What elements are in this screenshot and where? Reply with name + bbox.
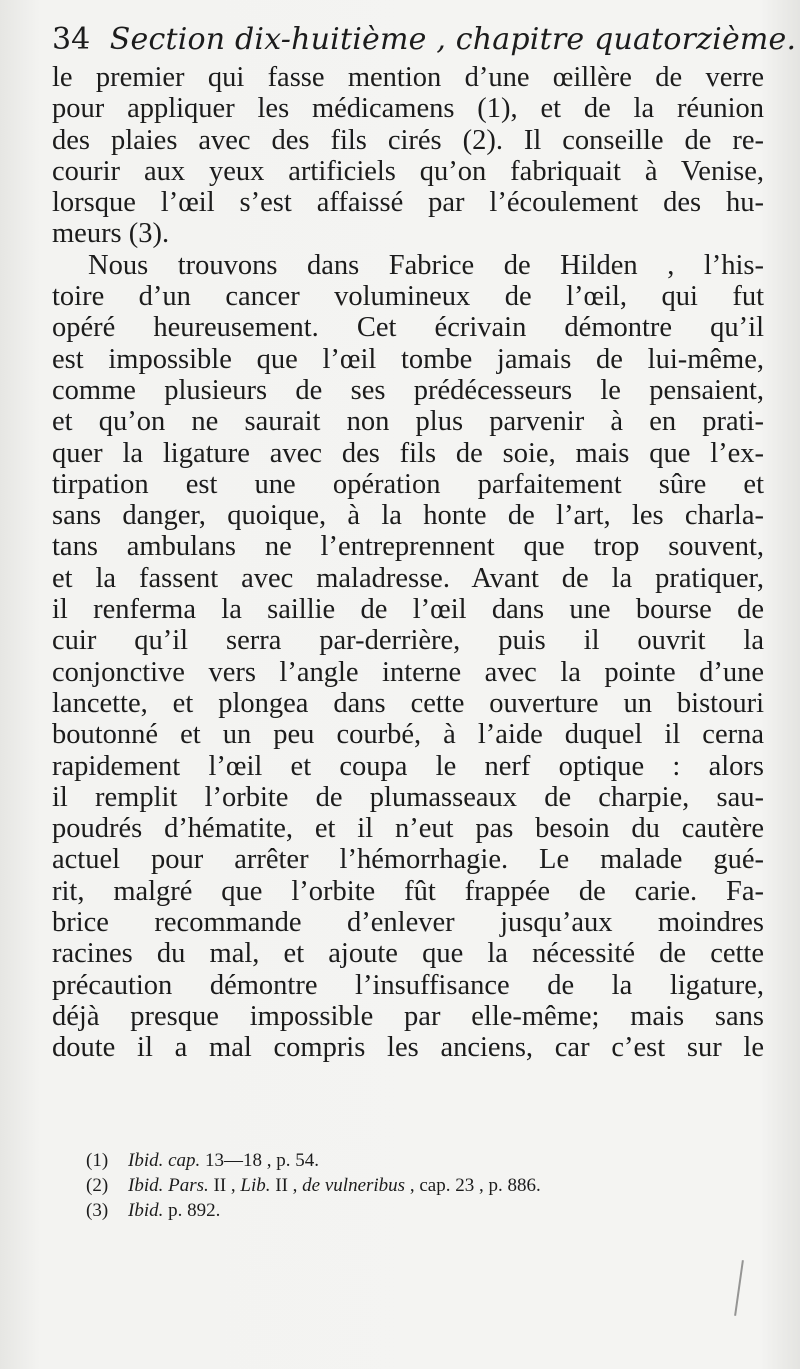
footnote-number: (1) [86, 1150, 109, 1171]
text-line: tirpation est une opération parfaitement sûre et [52, 468, 764, 500]
footnote-text: , cap. 23 , p. 886. [405, 1175, 541, 1196]
footnote [86, 1148, 726, 1173]
text-line: et qu’on ne saurait non plus parvenir à en prati- [52, 406, 764, 438]
text-line: pour appliquer les médicamens (1), et de la réunion [52, 93, 764, 125]
text-line: courir aux yeux artificiels qu’on fabriquait à Venise, [52, 155, 764, 187]
footnote-reference: Ibid. cap. [128, 1150, 201, 1171]
text-line: lancette, et plongea dans cette ouverture un bistouri [52, 687, 764, 719]
text-line: toire d’un cancer volumineux de l’œil, qui fut [52, 281, 764, 313]
text-line: il renferma la saillie de l’œil dans une bourse de [52, 594, 764, 626]
text-line: rapidement l’œil et coupa le nerf optique : alors [52, 750, 764, 782]
footnote-reference: Ibid. Pars. [128, 1175, 209, 1196]
footnote [86, 1198, 726, 1223]
text-line: boutonné et un peu courbé, à l’aide duquel il cerna [52, 719, 764, 751]
footnote [86, 1173, 726, 1198]
text-line: brice recommande d’enlever jusqu’aux moindres [52, 907, 764, 939]
text-line: déjà presque impossible par elle-même; mais sans [52, 1000, 764, 1032]
text-line: Nous trouvons dans Fabrice de Hilden , l’his- [88, 249, 764, 281]
text-line: lorsque l’œil s’est affaissé par l’écoulement des hu- [52, 187, 764, 219]
text-line: doute il a mal compris les anciens, car c’est sur le [52, 1032, 764, 1064]
text-line: meurs (3). [52, 218, 170, 250]
text-line: cuir qu’il serra par-derrière, puis il ouvrit la [52, 625, 764, 657]
text-line: précaution démontre l’insuffisance de la ligature, [52, 969, 764, 1001]
text-line: il remplit l’orbite de plumasseaux de charpie, sau- [52, 781, 764, 813]
text-line: quer la ligature avec des fils de soie, mais que l’ex- [52, 437, 764, 469]
page-number: 34 [52, 22, 91, 57]
running-title: Section dix-huitième , chapitre quatorzième. [109, 22, 797, 57]
footnote-number: (3) [86, 1200, 109, 1221]
margin-mark [734, 1260, 744, 1316]
page-header [52, 18, 797, 62]
footnotes [86, 1148, 726, 1223]
text-line: actuel pour arrêter l’hémorrhagie. Le malade gué- [52, 844, 764, 876]
text-line: racines du mal, et ajoute que la nécessité de cette [52, 938, 764, 970]
footnote-number: (2) [86, 1175, 109, 1196]
text-line: sans danger, quoique, à la honte de l’art, les charla- [52, 500, 764, 532]
text-line: est impossible que l’œil tombe jamais de lui-même, [52, 343, 764, 375]
text-line: comme plusieurs de ses prédécesseurs le pensaient, [52, 374, 764, 406]
footnote-reference: de vulneribus [302, 1175, 406, 1196]
body-text [52, 62, 764, 1064]
text-line: rit, malgré que l’orbite fût frappée de carie. Fa- [52, 875, 764, 907]
text-line: et la fassent avec maladresse. Avant de la pratiquer, [52, 562, 764, 594]
footnote-text: II , [208, 1175, 241, 1196]
footnote-text: 13—18 , p. 54. [200, 1150, 320, 1171]
text-line: le premier qui fasse mention d’une œillère de verre [52, 62, 764, 93]
text-line: opéré heureusement. Cet écrivain démontre qu’il [52, 312, 764, 344]
text-line: poudrés d’hématite, et il n’eut pas besoin du cautère [52, 813, 764, 845]
text-line: tans ambulans ne l’entreprennent que trop souvent, [52, 531, 764, 563]
footnote-text: p. 892. [163, 1200, 221, 1221]
footnote-text: II , [270, 1175, 303, 1196]
text-line: des plaies avec des fils cirés (2). Il conseille de re- [52, 124, 764, 156]
footnote-reference: Ibid. [128, 1200, 164, 1221]
text-line: conjonctive vers l’angle interne avec la pointe d’une [52, 656, 764, 688]
footnote-reference: Lib. [240, 1175, 271, 1196]
